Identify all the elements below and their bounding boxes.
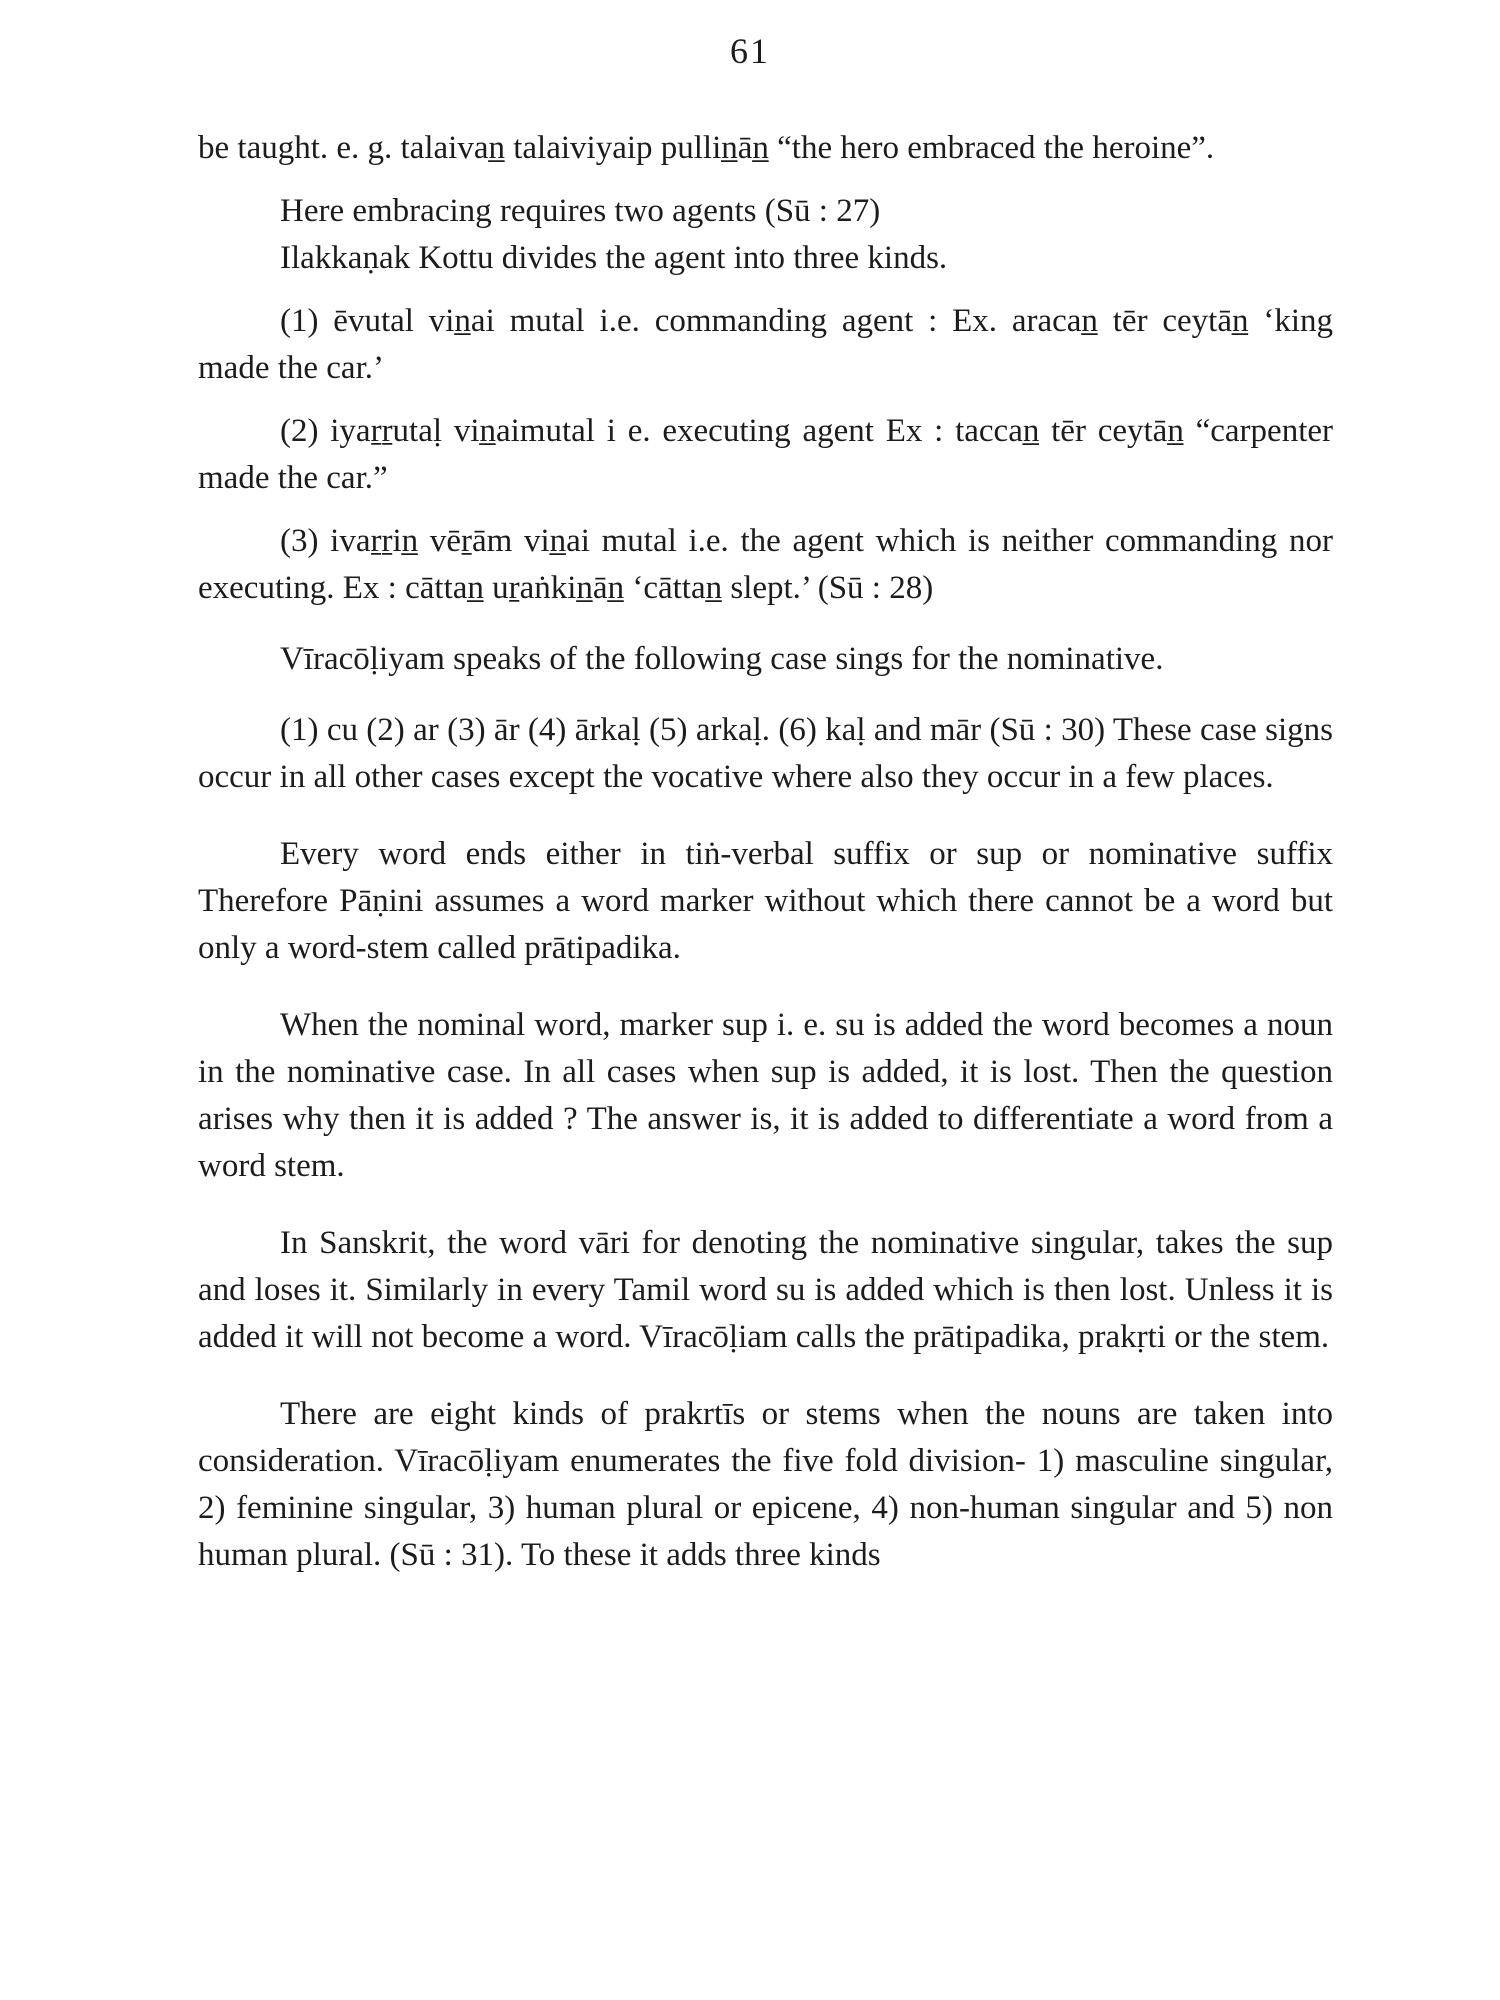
paragraph-sanskrit-vari: In Sanskrit, the word vāri for denoting the nominative singular, takes the sup and loses it. Similarly in every Tamil word su is added which is then lost. Unless it is added it will not become a word. Vīracōḷiam calls the prātipadika, prakṛti or the stem. xyxy=(198,1225,1333,1355)
paragraph-viracoliyam-case-signs: Vīracōḷiyam speaks of the following case sings for the nominative. xyxy=(280,641,1164,677)
paragraph-continuation: be taught. e. g. talaivan̲ talaiviyaip pullin̲ān̲ “the hero embraced the heroine”. xyxy=(198,130,1215,166)
list-item-commanding-agent: (1) ēvutal vin̲ai mutal i.e. commanding agent : Ex. aracan̲ tēr ceytān̲ ‘king made the car.’ xyxy=(198,303,1333,386)
list-item-neither-agent: (3) ivaṟṟin̲ vēṟām vin̲ai mutal i.e. the agent which is neither commanding nor executing. Ex : cāttan̲ uṟaṅkin̲ān̲ ‘cāttan̲ slept.’ (Sū : 28) xyxy=(198,523,1333,606)
page-body xyxy=(198,125,1333,1579)
paragraph-nominal-marker: When the nominal word, marker sup i. e. su is added the word becomes a noun in the nominative case. In all cases when sup is added, it is lost. Then the question arises why then it is added ? The answer is, it is added to differentiate a word from a word stem. xyxy=(198,1007,1333,1184)
paragraph-word-marker: Every word ends either in tiṅ-verbal suffix or sup or nominative suffix Therefore Pāṇini assumes a word marker without which there cannot be a word but only a word-stem called prātipadika. xyxy=(198,836,1333,966)
paragraph-embracing-agents: Here embracing requires two agents (Sū : 27) xyxy=(280,193,881,229)
paragraph-case-sign-list: (1) cu (2) ar (3) ār (4) ārkaḷ (5) arkaḷ. (6) kaḷ and mār (Sū : 30) These case signs occur in all other cases except the vocative where also they occur in a few places. xyxy=(198,712,1333,795)
list-item-executing-agent: (2) iyaṟṟutaḷ vin̲aimutal i e. executing agent Ex : taccan̲ tēr ceytān̲ “carpenter made the car.” xyxy=(198,413,1333,496)
paragraph-eight-prakrtis: There are eight kinds of prakrtīs or stems when the nouns are taken into consideration. Vīracōḷiyam enumerates the five fold division- 1) masculine singular, 2) feminine singular, 3) human plural or epicene, 4) non-human singular and 5) non human plural. (Sū : 31). To these it adds three kinds xyxy=(198,1396,1333,1573)
paragraph-three-kinds: Ilakkaṇak Kottu divides the agent into three kinds. xyxy=(280,240,948,276)
page-number: 61 xyxy=(730,31,770,71)
